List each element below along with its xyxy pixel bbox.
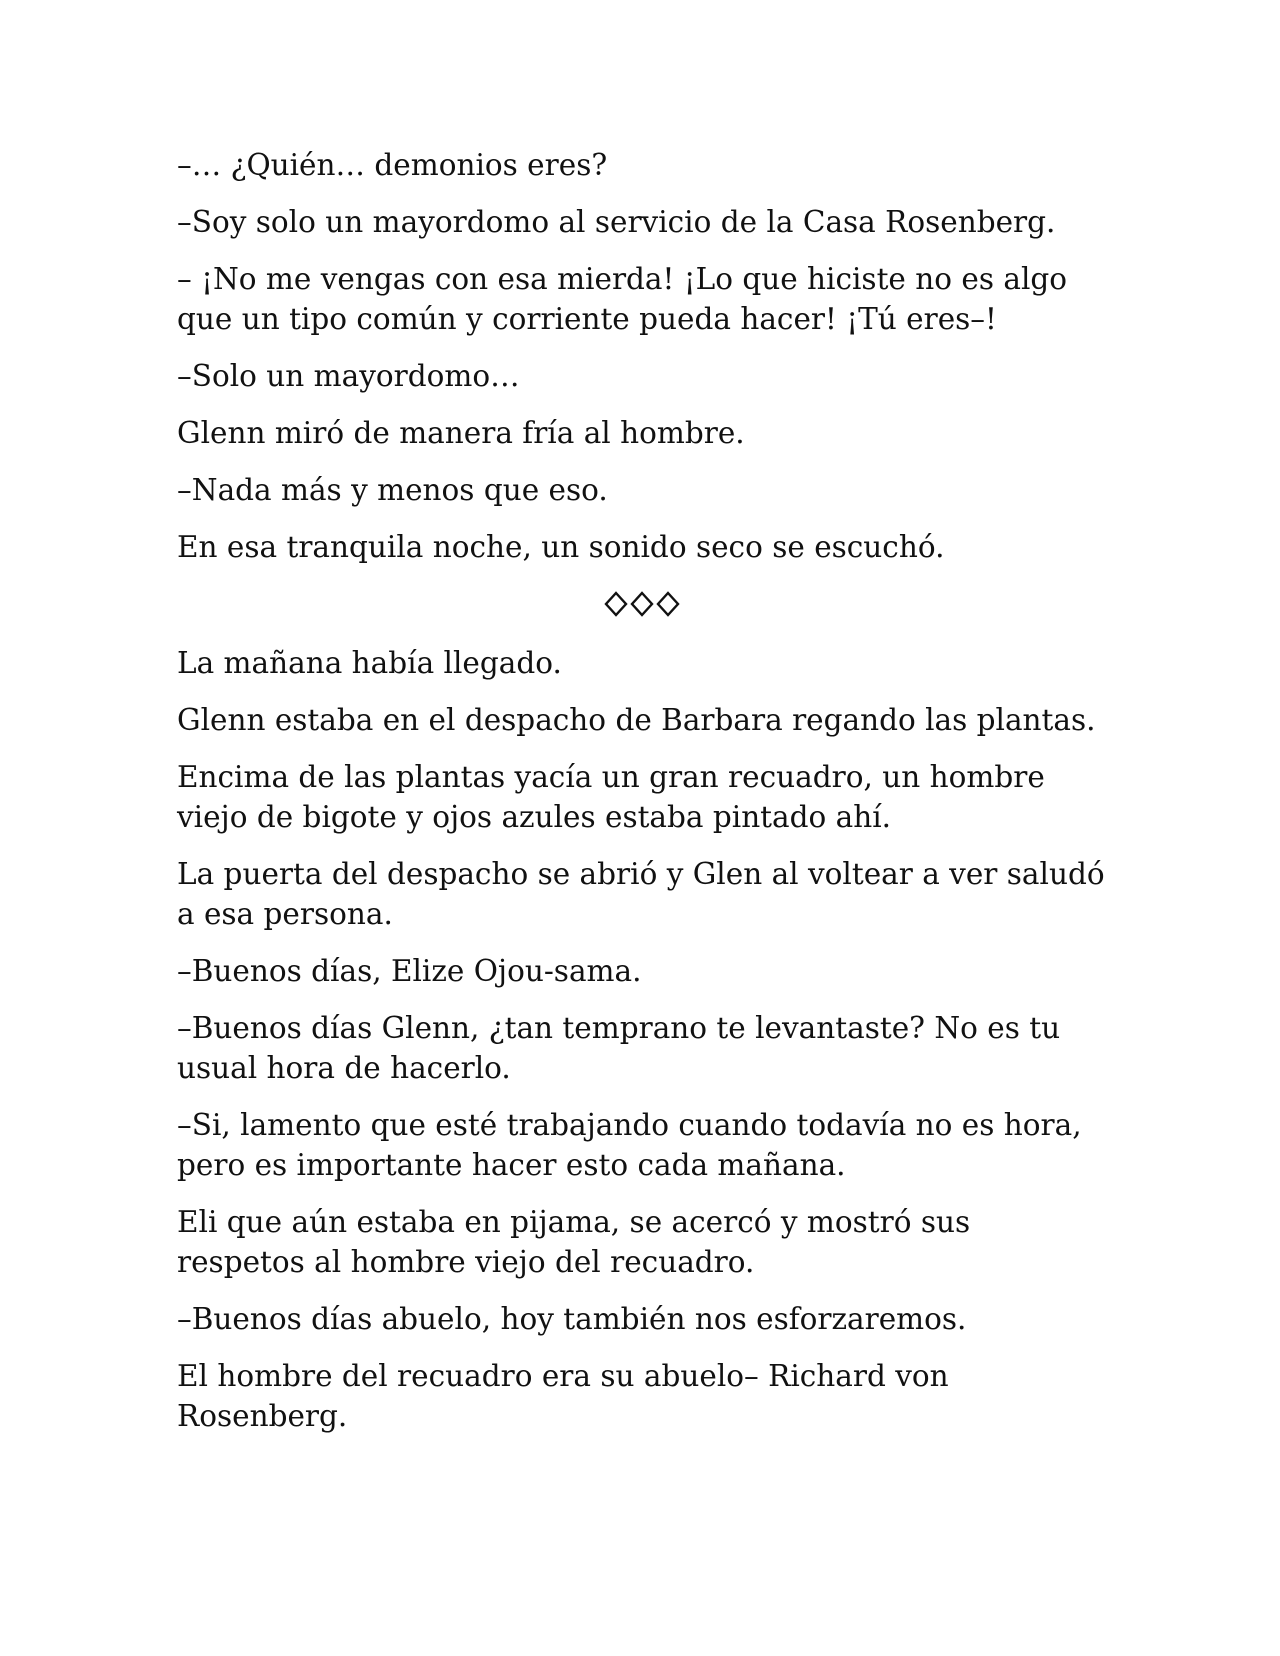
paragraph: La puerta del despacho se abrió y Glen al voltear a ver saludó a esa persona. [177,857,1105,931]
paragraph: –Solo un mayordomo… [177,359,520,393]
paragraph: Glenn estaba en el despacho de Barbara regando las plantas. [177,703,1096,737]
paragraph: –… ¿Quién… demonios eres? [177,148,608,182]
paragraph: –Buenos días Glenn, ¿tan temprano te levantaste? No es tu usual hora de hacerlo. [177,1011,1061,1085]
paragraph: En esa tranquila noche, un sonido seco se escuchó. [177,530,945,564]
document-body [177,145,1107,1436]
paragraph: Eli que aún estaba en pijama, se acercó y mostró sus respetos al hombre viejo del recuadro. [177,1205,971,1279]
three-diamonds-icon [604,591,680,617]
paragraph: –Nada más y menos que eso. [177,473,608,507]
paragraph: Glenn miró de manera fría al hombre. [177,416,745,450]
paragraph: –Si, lamento que esté trabajando cuando todavía no es hora, pero es importante hacer esto cada mañana. [177,1108,1082,1182]
paragraph: –Buenos días, Elize Ojou-sama. [177,954,642,988]
paragraph: – ¡No me vengas con esa mierda! ¡Lo que hiciste no es algo que un tipo común y corriente pueda hacer! ¡Tú eres–! [177,262,1068,336]
paragraph: –Soy solo un mayordomo al servicio de la Casa Rosenberg. [177,205,1056,239]
paragraph: La mañana había llegado. [177,646,562,680]
paragraph: Encima de las plantas yacía un gran recuadro, un hombre viejo de bigote y ojos azules estaba pintado ahí. [177,760,1045,834]
scene-break-divider [177,584,1107,624]
paragraph: El hombre del recuadro era su abuelo– Richard von Rosenberg. [177,1359,949,1433]
paragraph: –Buenos días abuelo, hoy también nos esforzaremos. [177,1302,967,1336]
